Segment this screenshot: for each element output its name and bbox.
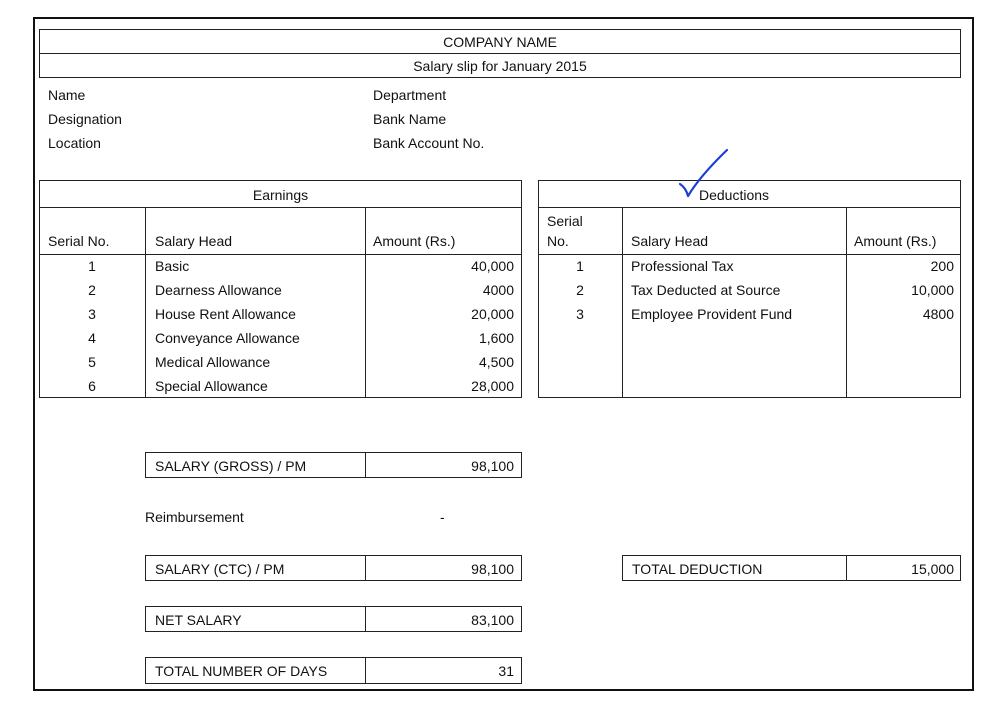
bank-account-label: Bank Account No. [373, 135, 485, 151]
deductions-amount: 200 [930, 258, 954, 274]
net-salary-label: NET SALARY [155, 612, 242, 628]
gross-salary-value: 98,100 [471, 458, 514, 474]
deductions-amount: 10,000 [911, 282, 954, 298]
deductions-serial: 2 [576, 282, 584, 298]
company-name-row [39, 29, 961, 54]
deductions-head: Tax Deducted at Source [631, 282, 781, 298]
deductions-head: Professional Tax [631, 258, 734, 274]
earnings-amount: 4000 [482, 282, 514, 298]
ctc-salary-box [145, 555, 522, 581]
net-salary-value: 83,100 [471, 612, 514, 628]
name-label: Name [48, 87, 86, 103]
checkmark-icon [674, 148, 734, 198]
earnings-header-serial: Serial No. [48, 233, 110, 249]
earnings-title-divider [39, 207, 522, 208]
earnings-serial: 4 [88, 330, 96, 346]
earnings-amount: 20,000 [471, 306, 514, 322]
deductions-header-divider [538, 254, 961, 255]
deductions-amount: 4800 [922, 306, 954, 322]
deductions-header-amount: Amount (Rs.) [854, 233, 937, 249]
earnings-serial: 3 [88, 306, 96, 322]
deductions-serial: 1 [576, 258, 584, 274]
earnings-serial: 6 [88, 378, 96, 394]
slip-title-row [39, 53, 961, 78]
earnings-head: Basic [155, 258, 190, 274]
net-salary-box [145, 606, 522, 632]
earnings-amount: 4,500 [478, 354, 514, 370]
total-days-label: TOTAL NUMBER OF DAYS [155, 663, 328, 679]
earnings-serial: 2 [88, 282, 96, 298]
designation-label: Designation [48, 111, 122, 127]
total-days-value: 31 [498, 663, 514, 679]
earnings-header-amount: Amount (Rs.) [373, 233, 456, 249]
company-name: COMPANY NAME [443, 34, 557, 50]
deductions-title-divider [538, 207, 961, 208]
location-label: Location [48, 135, 101, 151]
deductions-head: Employee Provident Fund [631, 306, 793, 322]
total-deduction-label: TOTAL DEDUCTION [632, 561, 763, 577]
earnings-serial: 5 [88, 354, 96, 370]
bank-name-label: Bank Name [373, 111, 447, 127]
slip-title: Salary slip for January 2015 [413, 58, 587, 74]
ctc-salary-label: SALARY (CTC) / PM [155, 561, 285, 577]
ctc-salary-value: 98,100 [471, 561, 514, 577]
gross-salary-box [145, 452, 522, 478]
earnings-amount: 1,600 [478, 330, 514, 346]
earnings-head: Dearness Allowance [155, 282, 282, 298]
earnings-head: Medical Allowance [155, 354, 271, 370]
deductions-header-head: Salary Head [631, 233, 709, 249]
earnings-amount: 40,000 [471, 258, 514, 274]
earnings-title: Earnings [252, 187, 309, 203]
total-days-box [145, 657, 522, 684]
earnings-head: Conveyance Allowance [155, 330, 300, 346]
deductions-header-serial-no: No. [547, 233, 569, 249]
deductions-serial: 3 [576, 306, 584, 322]
earnings-col-divider-1 [145, 207, 146, 398]
deductions-col-divider-2 [846, 207, 847, 398]
reimbursement-label: Reimbursement [145, 509, 244, 525]
earnings-header-divider [39, 254, 522, 255]
total-deduction-value: 15,000 [911, 561, 954, 577]
earnings-header-head: Salary Head [155, 233, 233, 249]
deductions-col-divider-1 [622, 207, 623, 398]
department-label: Department [373, 87, 447, 103]
deductions-title: Deductions [698, 187, 770, 203]
gross-salary-label: SALARY (GROSS) / PM [155, 458, 307, 474]
earnings-head: Special Allowance [155, 378, 268, 394]
earnings-head: House Rent Allowance [155, 306, 296, 322]
reimbursement-value: - [440, 509, 445, 525]
earnings-amount: 28,000 [471, 378, 514, 394]
earnings-serial: 1 [88, 258, 96, 274]
total-deduction-box [622, 555, 961, 581]
deductions-header-serial: Serial [547, 213, 583, 229]
